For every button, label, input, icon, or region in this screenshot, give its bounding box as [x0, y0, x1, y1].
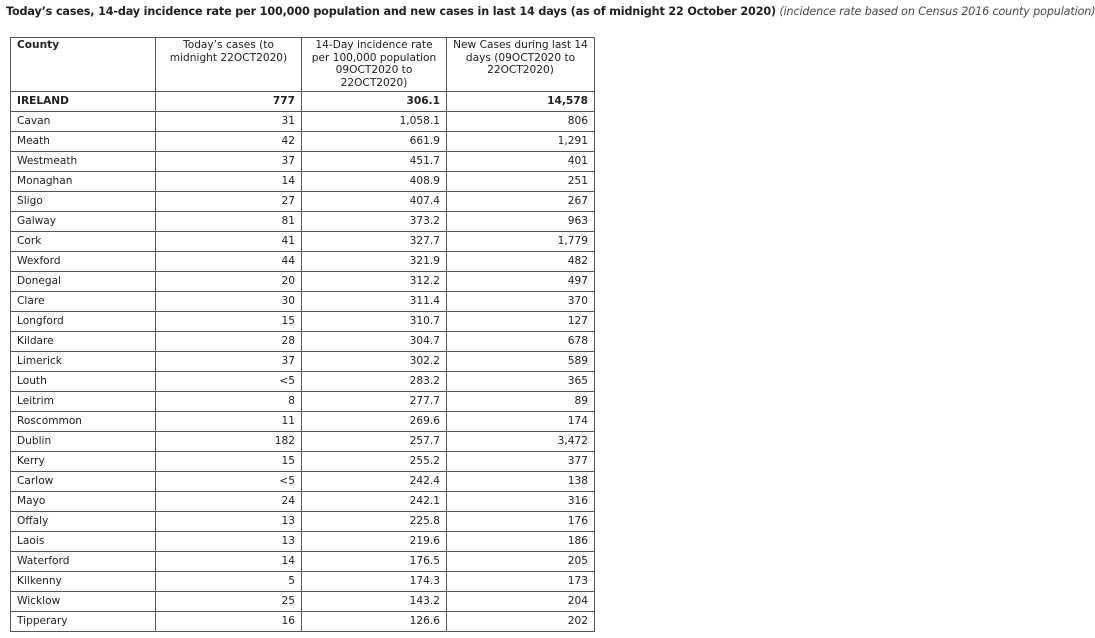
table-row — [11, 312, 595, 332]
incidence-rate-cell: 283.2 — [302, 372, 447, 392]
new-cases-cell: 678 — [447, 332, 595, 352]
new-cases-cell: 365 — [447, 372, 595, 392]
incidence-rate-cell: 312.2 — [302, 272, 447, 292]
header-row — [11, 38, 595, 92]
county-cell: IRELAND — [11, 92, 156, 112]
table-row — [11, 452, 595, 472]
todays-cases-cell: 15 — [156, 452, 302, 472]
new-cases-cell: 204 — [447, 592, 595, 612]
todays-cases-cell: 20 — [156, 272, 302, 292]
county-cell: Meath — [11, 132, 156, 152]
table-row — [11, 232, 595, 252]
new-cases-cell: 176 — [447, 512, 595, 532]
table-row — [11, 612, 595, 632]
new-cases-cell: 497 — [447, 272, 595, 292]
county-cell: Tipperary — [11, 612, 156, 632]
incidence-rate-cell: 242.1 — [302, 492, 447, 512]
todays-cases-cell: <5 — [156, 472, 302, 492]
county-cell: Roscommon — [11, 412, 156, 432]
county-cell: Cork — [11, 232, 156, 252]
county-cell: Mayo — [11, 492, 156, 512]
todays-cases-cell: 31 — [156, 112, 302, 132]
incidence-rate-cell: 176.5 — [302, 552, 447, 572]
incidence-rate-cell: 143.2 — [302, 592, 447, 612]
todays-cases-cell: 182 — [156, 432, 302, 452]
new-cases-cell: 89 — [447, 392, 595, 412]
todays-cases-cell: 14 — [156, 552, 302, 572]
header-new-cases: New Cases during last 14 days (09OCT2020 to 22OCT2020) — [447, 38, 595, 92]
todays-cases-cell: 5 — [156, 572, 302, 592]
todays-cases-cell: 11 — [156, 412, 302, 432]
new-cases-cell: 127 — [447, 312, 595, 332]
county-cell: Wexford — [11, 252, 156, 272]
table-row — [11, 332, 595, 352]
new-cases-cell: 806 — [447, 112, 595, 132]
county-cell: Donegal — [11, 272, 156, 292]
incidence-rate-cell: 321.9 — [302, 252, 447, 272]
incidence-rate-cell: 311.4 — [302, 292, 447, 312]
table-body — [11, 92, 595, 632]
county-cell: Offaly — [11, 512, 156, 532]
todays-cases-cell: 27 — [156, 192, 302, 212]
todays-cases-cell: 13 — [156, 532, 302, 552]
table-row — [11, 512, 595, 532]
incidence-rate-cell: 1,058.1 — [302, 112, 447, 132]
todays-cases-cell: 37 — [156, 152, 302, 172]
incidence-rate-cell: 257.7 — [302, 432, 447, 452]
todays-cases-cell: 777 — [156, 92, 302, 112]
incidence-rate-cell: 255.2 — [302, 452, 447, 472]
todays-cases-cell: 8 — [156, 392, 302, 412]
new-cases-cell: 377 — [447, 452, 595, 472]
incidence-rate-cell: 408.9 — [302, 172, 447, 192]
table-header — [11, 38, 595, 92]
todays-cases-cell: 14 — [156, 172, 302, 192]
table-row — [11, 572, 595, 592]
todays-cases-cell: 81 — [156, 212, 302, 232]
todays-cases-cell: 42 — [156, 132, 302, 152]
new-cases-cell: 316 — [447, 492, 595, 512]
county-cell: Leitrim — [11, 392, 156, 412]
new-cases-cell: 1,291 — [447, 132, 595, 152]
incidence-rate-cell: 661.9 — [302, 132, 447, 152]
header-todays-cases: Today’s cases (to midnight 22OCT2020) — [156, 38, 302, 92]
incidence-rate-cell: 225.8 — [302, 512, 447, 532]
table-row — [11, 372, 595, 392]
table-row — [11, 412, 595, 432]
table-row — [11, 172, 595, 192]
table-row — [11, 112, 595, 132]
todays-cases-cell: 13 — [156, 512, 302, 532]
incidence-rate-cell: 327.7 — [302, 232, 447, 252]
table-row — [11, 432, 595, 452]
table-row — [11, 492, 595, 512]
table-row — [11, 152, 595, 172]
county-cell: Westmeath — [11, 152, 156, 172]
county-cell: Kilkenny — [11, 572, 156, 592]
incidence-rate-cell: 174.3 — [302, 572, 447, 592]
new-cases-cell: 14,578 — [447, 92, 595, 112]
new-cases-cell: 3,472 — [447, 432, 595, 452]
incidence-rate-cell: 310.7 — [302, 312, 447, 332]
todays-cases-cell: 30 — [156, 292, 302, 312]
new-cases-cell: 963 — [447, 212, 595, 232]
county-cell: Clare — [11, 292, 156, 312]
table-row — [11, 272, 595, 292]
header-incidence-rate: 14-Day incidence rate per 100,000 population 09OCT2020 to 22OCT2020) — [302, 38, 447, 92]
todays-cases-cell: 37 — [156, 352, 302, 372]
new-cases-cell: 202 — [447, 612, 595, 632]
todays-cases-cell: <5 — [156, 372, 302, 392]
covid-county-table — [10, 37, 595, 632]
county-cell: Limerick — [11, 352, 156, 372]
new-cases-cell: 1,779 — [447, 232, 595, 252]
county-cell: Louth — [11, 372, 156, 392]
new-cases-cell: 482 — [447, 252, 595, 272]
table-row — [11, 552, 595, 572]
incidence-rate-cell: 451.7 — [302, 152, 447, 172]
table-caption — [6, 4, 1095, 20]
todays-cases-cell: 25 — [156, 592, 302, 612]
incidence-rate-cell: 277.7 — [302, 392, 447, 412]
incidence-rate-cell: 242.4 — [302, 472, 447, 492]
table-row-total — [11, 92, 595, 112]
caption-title: Today’s cases, 14-day incidence rate per 100,000 population and new cases in last 14 days (as of midnight 22 October 2020) — [6, 5, 776, 18]
incidence-rate-cell: 304.7 — [302, 332, 447, 352]
todays-cases-cell: 15 — [156, 312, 302, 332]
incidence-rate-cell: 373.2 — [302, 212, 447, 232]
new-cases-cell: 401 — [447, 152, 595, 172]
todays-cases-cell: 41 — [156, 232, 302, 252]
caption-note: (incidence rate based on Census 2016 county population) — [779, 5, 1095, 18]
header-county: County — [11, 38, 156, 92]
new-cases-cell: 267 — [447, 192, 595, 212]
new-cases-cell: 173 — [447, 572, 595, 592]
new-cases-cell: 174 — [447, 412, 595, 432]
county-cell: Kildare — [11, 332, 156, 352]
new-cases-cell: 138 — [447, 472, 595, 492]
county-cell: Carlow — [11, 472, 156, 492]
incidence-rate-cell: 126.6 — [302, 612, 447, 632]
todays-cases-cell: 28 — [156, 332, 302, 352]
new-cases-cell: 205 — [447, 552, 595, 572]
todays-cases-cell: 24 — [156, 492, 302, 512]
county-cell: Dublin — [11, 432, 156, 452]
table-row — [11, 212, 595, 232]
incidence-rate-cell: 306.1 — [302, 92, 447, 112]
incidence-rate-cell: 407.4 — [302, 192, 447, 212]
county-cell: Monaghan — [11, 172, 156, 192]
county-cell: Kerry — [11, 452, 156, 472]
table-row — [11, 132, 595, 152]
table-row — [11, 592, 595, 612]
county-cell: Wicklow — [11, 592, 156, 612]
table-row — [11, 532, 595, 552]
county-cell: Laois — [11, 532, 156, 552]
county-cell: Sligo — [11, 192, 156, 212]
table-row — [11, 252, 595, 272]
table-row — [11, 392, 595, 412]
new-cases-cell: 186 — [447, 532, 595, 552]
county-cell: Longford — [11, 312, 156, 332]
todays-cases-cell: 16 — [156, 612, 302, 632]
new-cases-cell: 251 — [447, 172, 595, 192]
incidence-rate-cell: 269.6 — [302, 412, 447, 432]
todays-cases-cell: 44 — [156, 252, 302, 272]
table-row — [11, 192, 595, 212]
table-row — [11, 292, 595, 312]
incidence-rate-cell: 219.6 — [302, 532, 447, 552]
incidence-rate-cell: 302.2 — [302, 352, 447, 372]
table-row — [11, 472, 595, 492]
county-cell: Cavan — [11, 112, 156, 132]
county-cell: Galway — [11, 212, 156, 232]
county-cell: Waterford — [11, 552, 156, 572]
new-cases-cell: 370 — [447, 292, 595, 312]
new-cases-cell: 589 — [447, 352, 595, 372]
table-row — [11, 352, 595, 372]
